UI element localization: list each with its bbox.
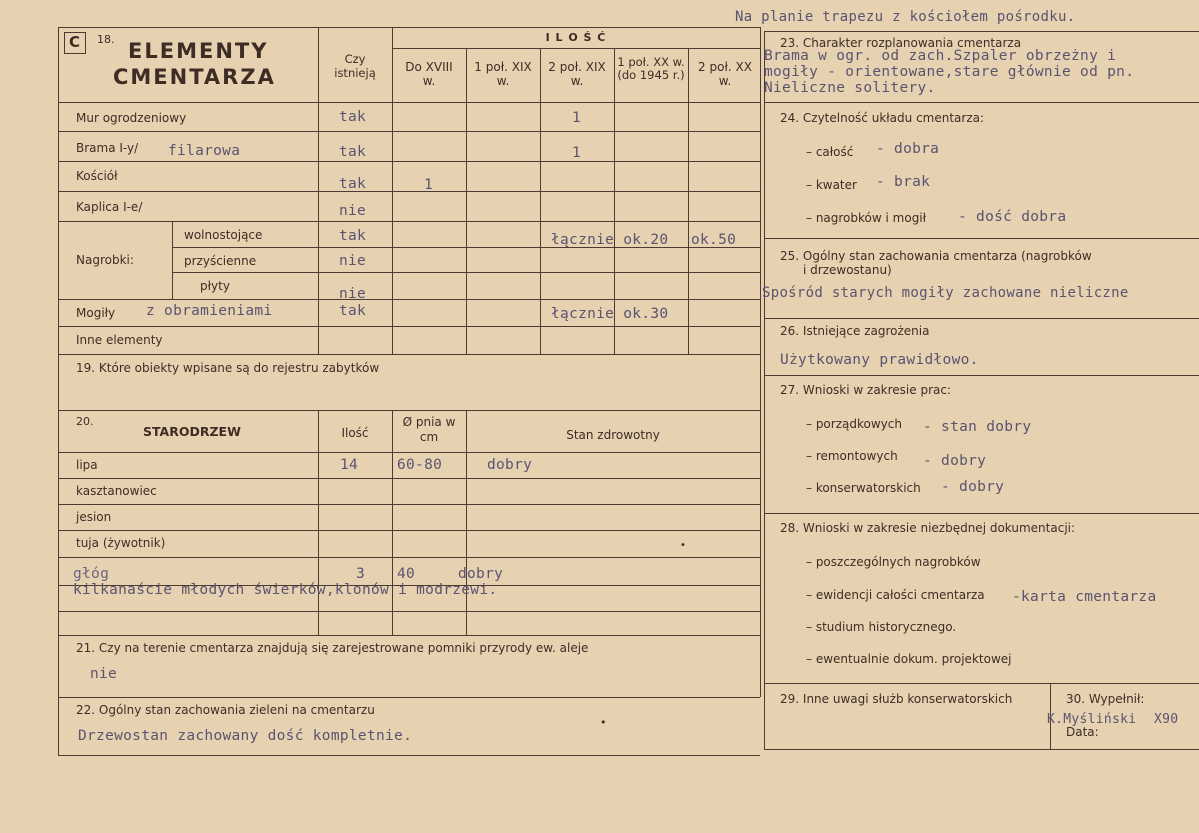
sec28-item-projektowej: – ewentualnie dokum. projektowej [806,652,1012,666]
row-mogily: Mogiły [76,306,116,320]
row-wolnostojace: wolnostojące [184,228,263,242]
sec18-number: 18. [97,33,115,46]
col-1-pol-xix: 1 poł. XIX w. [474,60,532,88]
sec30-label: 30. Wypełnił: [1066,692,1145,706]
ink-dot: • [680,540,686,551]
top-note: Na planie trapezu z kościołem pośrodku. [735,9,1076,25]
sec24-label: 24. Czytelność układu cmentarza: [780,111,985,125]
sec20-number: 20. [76,415,94,428]
row-mur: Mur ogrodzeniowy [76,111,187,125]
sec24-item-nagrobkow: – nagrobków i mogił [806,211,927,225]
sec21-label: 21. Czy na terenie cmentarza znajdują się zarejestrowane pomniki przyrody ew. aleje [76,641,589,655]
sec27-value-remontowych: - dobry [923,453,987,469]
brama-desc: filarowa [168,143,241,159]
glog-pnia: 40 [397,566,416,582]
sec23-line3: Nieliczne solitery. [764,80,936,96]
col-do-xviii: Do XVIII w. [405,60,453,88]
brama-czy: tak [339,144,367,160]
tree-extra: kilkanaście młodych świerków,klonów i modrzewi. [73,582,498,598]
sec27-value-konserwatorskich: - dobry [941,479,1005,495]
tree-glog: głóg [73,566,110,582]
sec26-value: Użytkowany prawidłowo. [780,352,979,368]
sec28-value-ewidencji: -karta cmentarza [1012,589,1157,605]
sec24-value-kwater: - brak [876,174,931,190]
row-kaplica: Kaplica I-e/ [76,200,143,214]
mogily-desc: z obramieniami [146,303,273,319]
sec21-value: nie [90,666,118,682]
kosciol-do-xviii: 1 [424,177,434,193]
tree-kasztanowiec: kasztanowiec [76,484,157,498]
row-przyscienne: przyścienne [184,254,257,268]
sec27-item-konserwatorskich: – konserwatorskich [806,481,921,495]
sec26-label: 26. Istniejące zagrożenia [780,324,930,338]
sec28-item-studium: – studium historycznego. [806,620,957,634]
kaplica-czy: nie [339,203,367,219]
glog-stan: dobry [458,566,504,582]
sec27-item-remontowych: – remontowych [806,449,898,463]
sec23-line1: Brama w ogr. od zach.Szpaler obrzeżny i [764,48,1117,64]
sec23-label: 23. Charakter rozplanowania cmentarza [780,36,1022,50]
sec30-year: X90 [1154,712,1179,727]
col-1-pol-xx: 1 poł. XX w. (do 1945 r.) [617,55,685,82]
sec28-label: 28. Wnioski w zakresie niezbędnej dokumentacji: [780,521,1076,535]
row-inne: Inne elementy [76,333,163,347]
sec23-line2: mogiły - orientowane,stare głównie od pn. [764,64,1135,80]
sec27-value-porzadkowych: - stan dobry [923,419,1032,435]
wolno-lacznie: łącznie ok.20 [551,232,669,248]
mogily-lacznie: łącznie ok.30 [551,306,669,322]
sec19-label: 19. Które obiekty wpisane są do rejestru zabytków [76,361,380,375]
plyty-czy: nie [339,286,367,302]
tree-tuja: tuja (żywotnik) [76,536,166,550]
box-letter: C [69,33,81,51]
sec28-item-ewidencji: – ewidencji całości cmentarza [806,588,985,602]
row-plyty: płyty [200,279,230,293]
tree-lipa: lipa [76,458,98,472]
sec24-value-calosc: - dobra [876,141,940,157]
lipa-ilosc: 14 [340,457,359,473]
row-kosciol: Kościół [76,169,118,183]
sec29-label: 29. Inne uwagi służb konserwatorskich [780,692,1013,706]
sec20-title: STARODRZEW [143,424,241,439]
sec27-label: 27. Wnioski w zakresie prac: [780,383,952,397]
przy-czy: nie [339,253,367,269]
mur-czy: tak [339,109,367,125]
sec24-item-calosc: – całość [806,145,854,159]
mogily-czy: tak [339,303,367,319]
tree-jesion: jesion [76,510,112,524]
col-czy-istnieja: Czy istnieją [334,52,376,80]
col-ilosc: I L O Ś Ć [545,31,607,44]
lipa-stan: dobry [487,457,533,473]
kosciol-czy: tak [339,176,367,192]
brama-2-pol-xix: 1 [572,145,582,161]
col-2-pol-xx: 2 poł. XX w. [698,60,752,88]
sec24-item-kwater: – kwater [806,178,857,192]
sec28-item-nagrobkow: – poszczególnych nagrobków [806,555,981,569]
wolno-2-pol-xx: ok.50 [691,232,737,248]
col-2-pol-xix: 2 poł. XIX w. [548,60,606,88]
sec30-data-label: Data: [1066,725,1099,739]
col-stan-zdrowotny: Stan zdrowotny [566,428,660,442]
sec25-label2: i drzewostanu) [803,263,892,277]
sec18-title-line1: ELEMENTY [128,39,269,63]
sec24-value-nagrobkow: - dość dobra [958,209,1067,225]
glog-ilosc: 3 [356,566,366,582]
lipa-pnia: 60-80 [397,457,443,473]
sec27-item-porzadkowych: – porządkowych [806,417,902,431]
col-pnia: Ø pnia w cm [402,415,456,444]
col-ilosc-drzew: Ilość [341,426,369,440]
sec22-label: 22. Ogólny stan zachowania zieleni na cmentarzu [76,703,375,717]
sec30-name: K.Myśliński [1047,712,1137,727]
row-brama: Brama I-y/ [76,141,139,155]
sec25-value: Spośród starych mogiły zachowane nieliczne [762,285,1129,301]
ink-mark: • [600,716,607,729]
sec22-value: Drzewostan zachowany dość kompletnie. [78,728,413,744]
mur-2-pol-xix: 1 [572,110,582,126]
wolno-czy: tak [339,228,367,244]
sec25-label1: 25. Ogólny stan zachowania cmentarza (nagrobków [780,249,1092,263]
sec18-title-line2: CMENTARZA [113,65,276,89]
row-nagrobki: Nagrobki: [76,253,134,267]
